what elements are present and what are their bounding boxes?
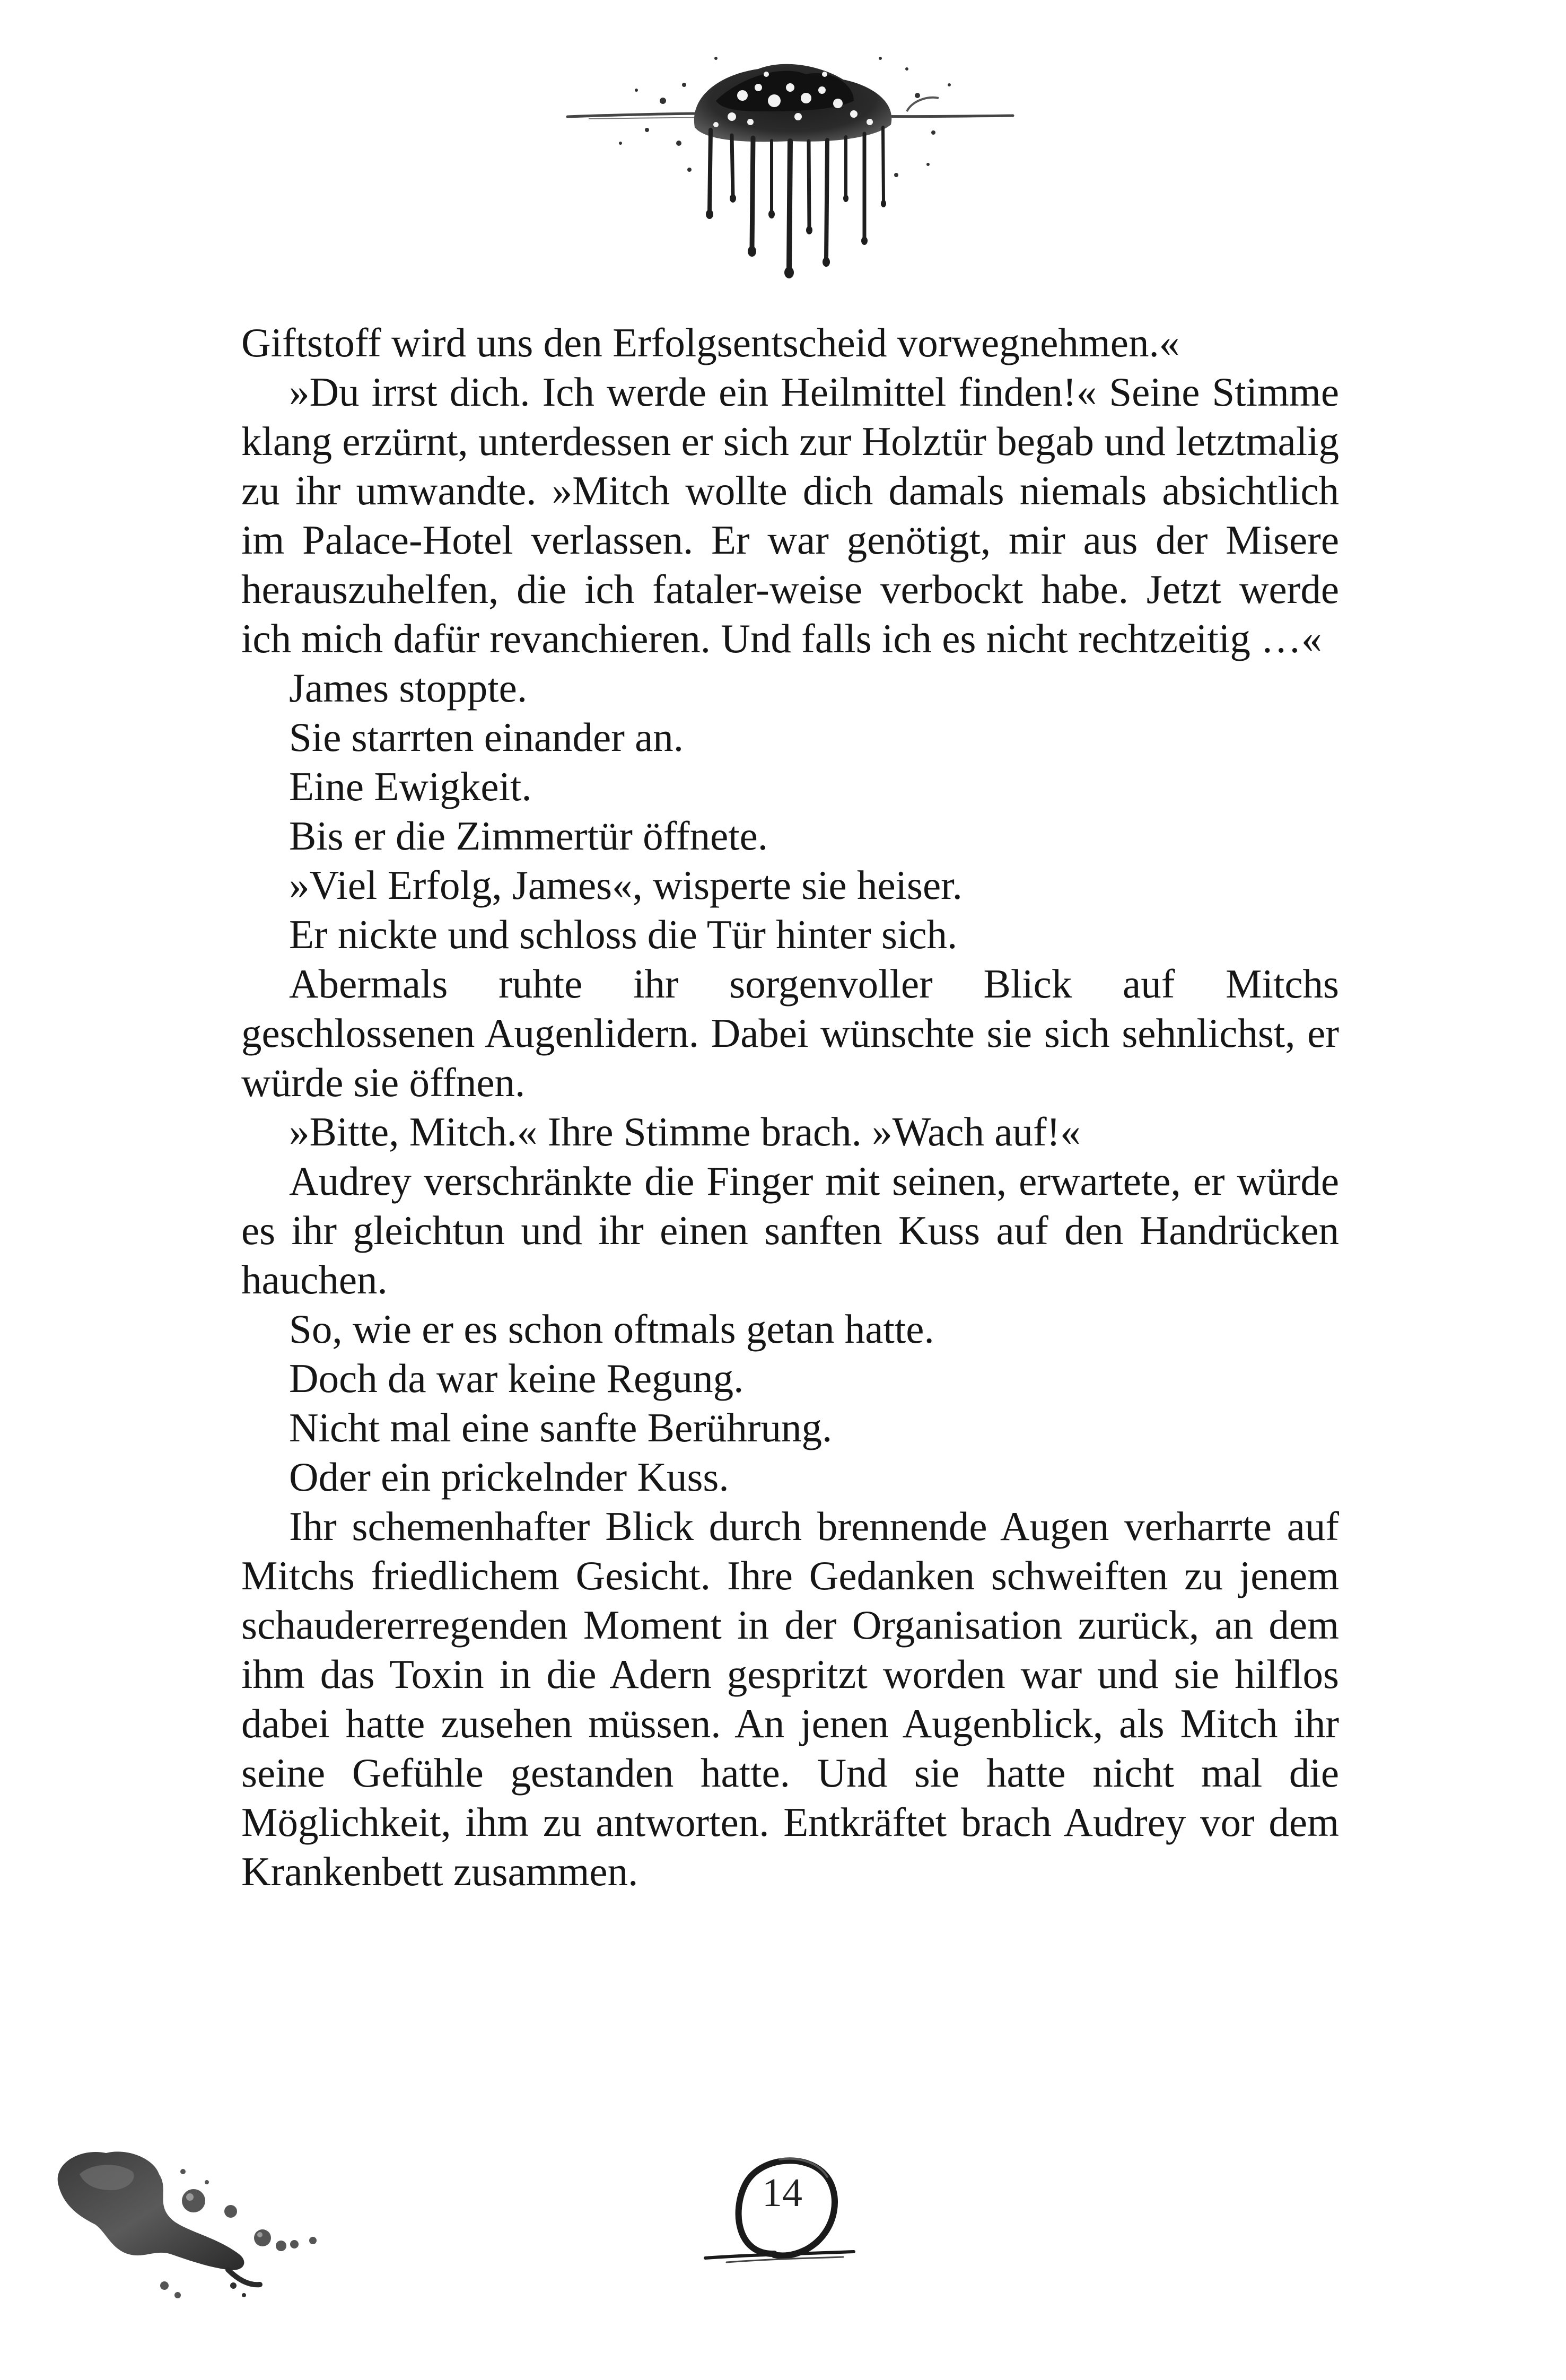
paragraph: Abermals ruhte ihr sorgenvoller Blick auf Mitchs geschlossenen Augenlidern. Dabei wünschte sie sich sehnlichst, er würde sie öffnen. <box>241 961 1339 1105</box>
paragraph: Giftstoff wird uns den Erfolgsentscheid vorwegnehmen.« <box>241 320 1180 365</box>
paragraph: Er nickte und schloss die Tür hinter sich. <box>289 912 958 957</box>
paragraph: Doch da war keine Regung. <box>289 1355 744 1401</box>
paragraph: So, wie er es schon oftmals getan hatte. <box>289 1306 934 1352</box>
paragraph: Nicht mal eine sanfte Berührung. <box>289 1405 833 1450</box>
paragraph: Ihr schemenhafter Blick durch brennende Augen verharrte auf Mitchs friedlichem Gesicht. Ihre Gedanken schweiften zu jenem schaudererregenden Moment in der Organisation zurück, an dem ihm das Toxin in die Adern gespritzt worden war und sie hilflos dabei hatte zusehen müssen. An jenen Augenblick, als Mitch ihr seine Gefühle gestanden hatte. Und sie hatte nicht mal die Möglichkeit, ihm zu antworten. Entkräftet brach Audrey vor dem Krankenbett zusammen. <box>241 1503 1339 1894</box>
paragraph: James stoppte. <box>289 665 528 711</box>
paragraph: Bis er die Zimmertür öffnete. <box>289 813 768 859</box>
paragraph: »Viel Erfolg, James«, wisperte sie heiser. <box>289 862 963 908</box>
page-number: 14 <box>762 2171 802 2215</box>
paragraph: Sie starrten einander an. <box>289 714 684 760</box>
paragraph: Eine Ewigkeit. <box>289 764 532 809</box>
ink-splatter-drip-icon <box>557 37 1023 286</box>
page-number-badge <box>695 2132 870 2270</box>
paragraph: »Du irrst dich. Ich werde ein Heilmittel finden!« Seine Stimme klang erzürnt, unterdessen er sich zur Holztür begab und letztmalig zu ihr umwandte. »Mitch wollte dich damals niemals absichtlich im Palace-Hotel verlassen. Er war genötigt, mir aus der Misere herauszuhelfen, die ich fataler-weise verbockt habe. Jetzt werde ich mich dafür revanchieren. Und falls ich es nicht rechtzeitig …« <box>241 369 1339 661</box>
ink-splash-icon <box>48 2127 355 2323</box>
paragraph: Audrey verschränkte die Finger mit seinen, erwartete, er würde es ihr gleichtun und ihr einen sanften Kuss auf den Handrücken hauchen. <box>241 1158 1339 1302</box>
paragraph: Oder ein prickelnder Kuss. <box>289 1454 729 1500</box>
paragraph: »Bitte, Mitch.« Ihre Stimme brach. »Wach auf!« <box>289 1109 1081 1154</box>
body-text <box>241 318 1339 1896</box>
